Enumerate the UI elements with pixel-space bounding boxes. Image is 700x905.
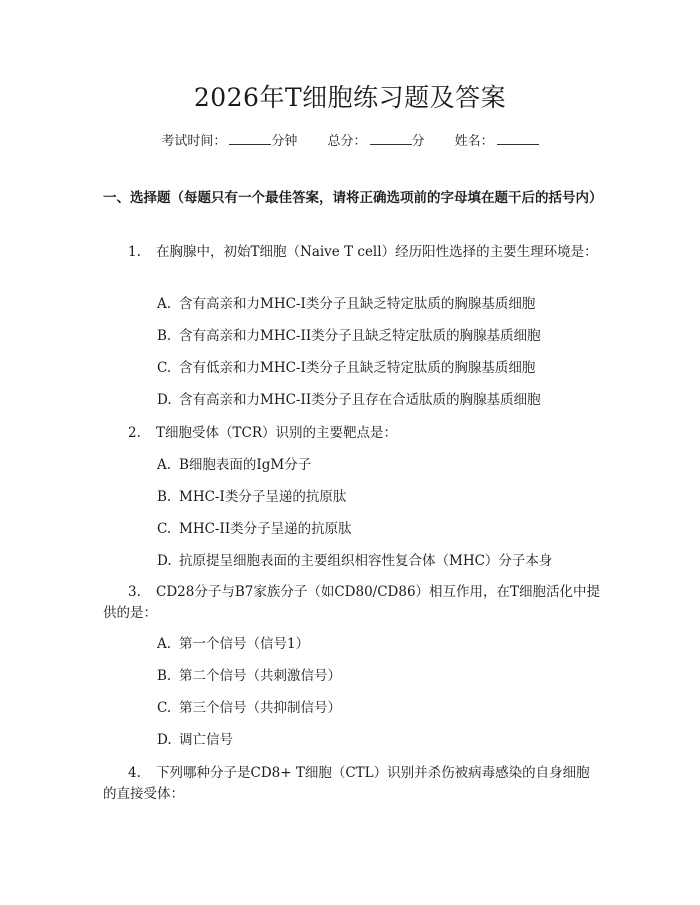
option-letter: D. — [157, 553, 172, 569]
option-text: MHC-I类分子呈递的抗原肽 — [179, 489, 347, 505]
question-number: 4. — [128, 765, 141, 781]
question-1-option-b[interactable] — [157, 326, 607, 346]
question-3 — [103, 582, 603, 624]
option-text: 第二个信号（共刺激信号） — [179, 668, 341, 684]
question-3-option-a[interactable] — [157, 634, 607, 654]
total-score — [327, 134, 428, 149]
option-letter: C. — [157, 521, 172, 537]
option-letter: B. — [157, 489, 172, 505]
question-number: 2. — [128, 425, 141, 441]
question-text: 在胸腺中，初始T细胞（Naive T cell）经历阳性选择的主要生理环境是： — [156, 244, 598, 260]
question-2 — [103, 423, 603, 444]
exam-time-blank[interactable] — [229, 132, 271, 145]
question-3-option-b[interactable] — [157, 666, 607, 686]
question-text: 下列哪种分子是CD8+ T细胞（CTL）识别并杀伤被病毒感染的自身细胞的直接受体： — [103, 765, 590, 802]
student-name-label: 姓名： — [454, 134, 494, 149]
option-text: 抗原提呈细胞表面的主要组织相容性复合体（MHC）分子本身 — [179, 553, 553, 569]
option-text: 第三个信号（共抑制信号） — [179, 700, 341, 716]
question-2-option-d[interactable] — [157, 551, 607, 571]
question-1 — [103, 242, 603, 263]
exam-meta — [0, 132, 700, 152]
question-2-option-a[interactable] — [157, 455, 607, 475]
question-3-option-d[interactable] — [157, 730, 607, 750]
document-title: 2026年T细胞练习题及答案 — [193, 83, 507, 112]
option-text: B细胞表面的IgM分子 — [179, 457, 312, 473]
question-number: 1. — [128, 244, 141, 260]
option-text: 含有高亲和力MHC-I类分子且缺乏特定肽质的胸腺基质细胞 — [179, 296, 536, 312]
option-text: 含有高亲和力MHC-II类分子且缺乏特定肽质的胸腺基质细胞 — [179, 328, 541, 344]
option-letter: B. — [157, 668, 172, 684]
option-letter: A. — [157, 296, 172, 312]
option-text: 第一个信号（信号1） — [179, 636, 310, 652]
question-text: T细胞受体（TCR）识别的主要靶点是： — [156, 425, 398, 441]
question-number: 3. — [128, 584, 141, 600]
question-4 — [103, 763, 603, 805]
exam-time — [161, 134, 301, 149]
option-letter: C. — [157, 360, 172, 376]
option-text: 含有高亲和力MHC-II类分子且存在合适肽质的胸腺基质细胞 — [179, 392, 541, 408]
section-heading: 一、选择题（每题只有一个最佳答案，请将正确选项前的字母填在题干后的括号内） — [103, 190, 603, 206]
option-letter: A. — [157, 636, 172, 652]
question-1-option-c[interactable] — [157, 358, 607, 378]
student-name — [455, 134, 539, 149]
exam-time-unit: 分钟 — [271, 134, 298, 149]
question-text: CD28分子与B7家族分子（如CD80/CD86）相互作用，在T细胞活化中提供的是： — [103, 584, 601, 621]
option-letter: C. — [157, 700, 172, 716]
total-score-unit: 分 — [411, 134, 425, 149]
option-letter: D. — [157, 732, 172, 748]
student-name-blank[interactable] — [497, 132, 539, 145]
question-2-option-b[interactable] — [157, 487, 607, 507]
question-3-option-c[interactable] — [157, 698, 607, 718]
option-letter: A. — [157, 457, 172, 473]
question-2-option-c[interactable] — [157, 519, 607, 539]
option-letter: B. — [157, 328, 172, 344]
option-text: 含有低亲和力MHC-I类分子且缺乏特定肽质的胸腺基质细胞 — [179, 360, 536, 376]
total-score-blank[interactable] — [370, 132, 412, 145]
option-text: MHC-II类分子呈递的抗原肽 — [179, 521, 352, 537]
option-text: 调亡信号 — [179, 732, 233, 748]
total-score-label: 总分： — [327, 134, 367, 149]
question-1-option-a[interactable] — [157, 294, 607, 314]
question-1-option-d[interactable] — [157, 390, 607, 410]
exam-time-label: 考试时间： — [161, 134, 227, 149]
option-letter: D. — [157, 392, 172, 408]
